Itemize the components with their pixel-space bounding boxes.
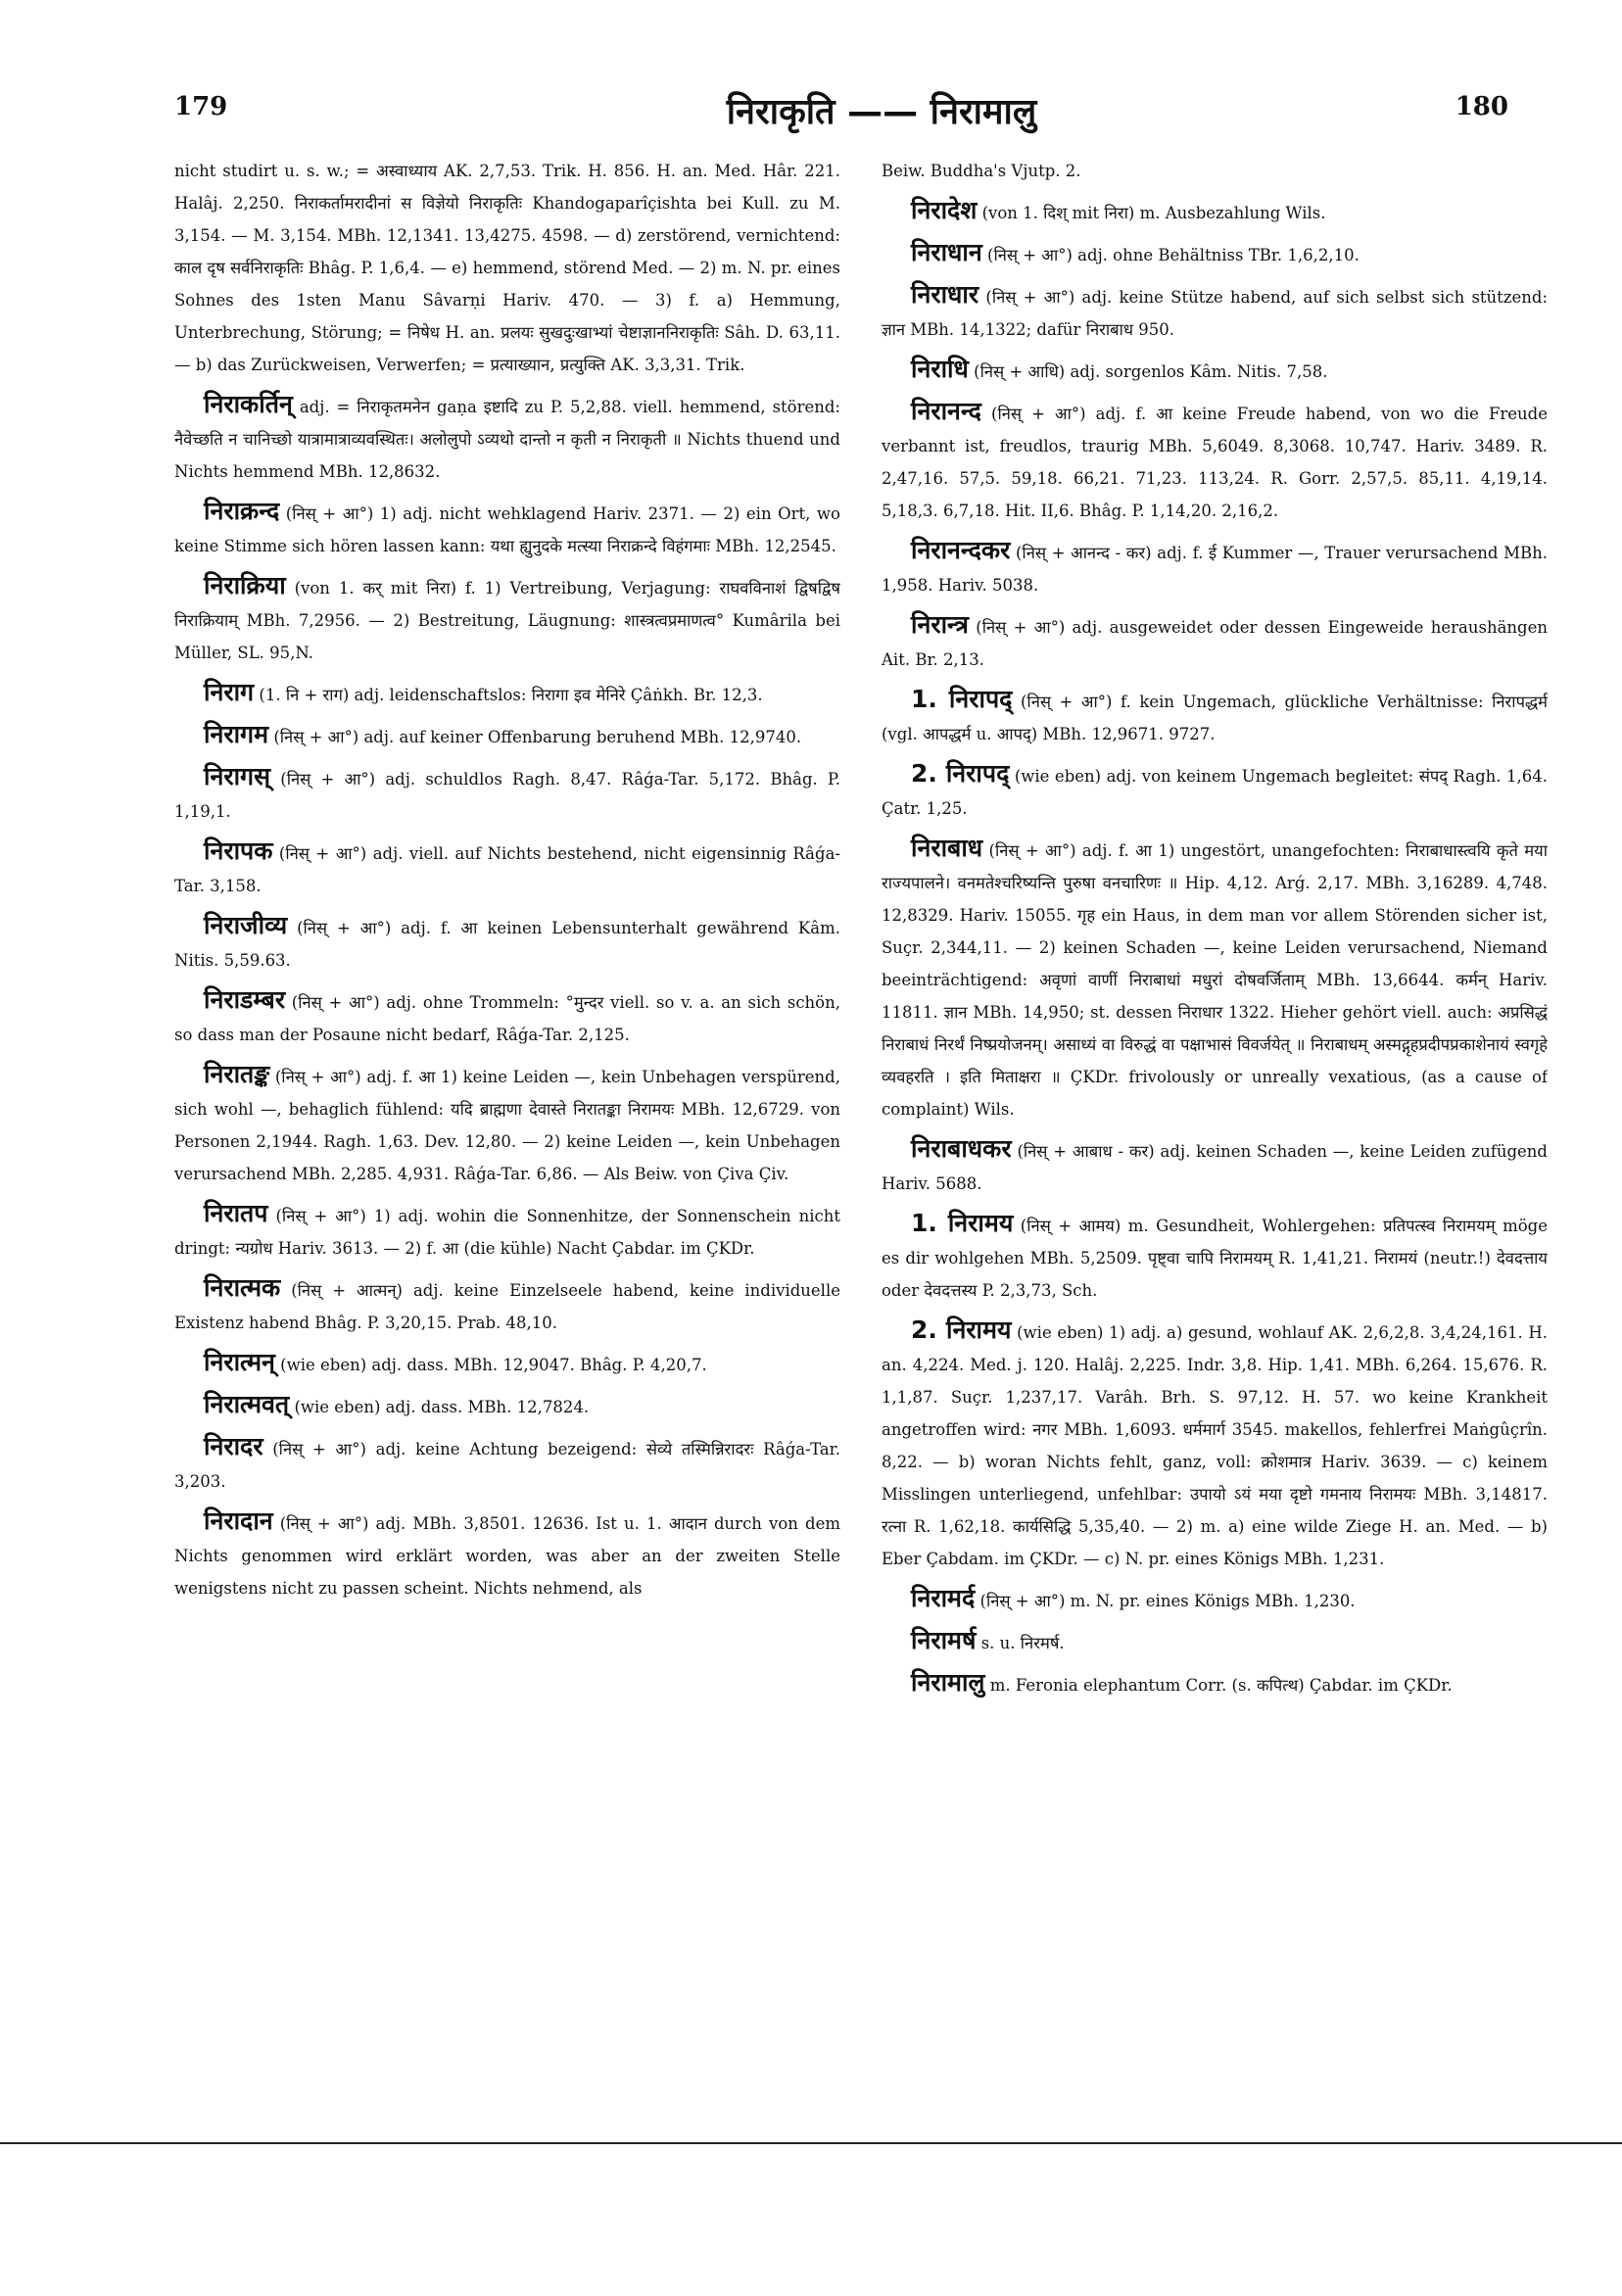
dictionary-entry bbox=[174, 569, 840, 669]
dictionary-entry bbox=[174, 155, 840, 381]
entry-text: (von 1. कर् mit निरा) f. 1) Vertreibung, Verjagung: राघवविनाशं द्विषद्विष निराक्रियाम् MBh. 7,2956. — 2) Bestreitung, Läugnung: शास्त्रत्वप्रमाणत्व° Kumârila bei Müller, SL. 95,N. bbox=[174, 579, 840, 662]
entry-headword: निरातप bbox=[204, 1199, 268, 1227]
entry-text: (निस् + आ°) adj. ohne Trommeln: °मुन्दर viell. so v. a. an sich schön, so dass man der Posaune nicht bedarf, Râǵa-Tar. 2,125. bbox=[174, 993, 840, 1044]
entry-headword: 1. निरापद् bbox=[911, 685, 1013, 713]
entry-headword: निरानन्दकर bbox=[911, 536, 1011, 564]
entry-text: (निस् + आ°) adj. schuldlos Ragh. 8,47. Râǵa-Tar. 5,172. Bhâg. P. 1,19,1. bbox=[174, 770, 840, 821]
entry-text: (निस् + आधि) adj. sorgenlos Kâm. Nitis. 7,58. bbox=[974, 362, 1328, 381]
dictionary-entry bbox=[882, 236, 1548, 271]
entry-headword: निरामर्द bbox=[911, 1584, 976, 1612]
entry-text: (निस् + आ°) adj. auf keiner Offenbarung beruhend MBh. 12,9740. bbox=[273, 728, 802, 746]
entry-headword: निरादेश bbox=[911, 196, 978, 224]
entry-text: (निस् + आबाध - कर) adj. keinen Schaden —, keine Leiden zufügend Hariv. 5688. bbox=[882, 1142, 1548, 1193]
entry-headword: निराबाध bbox=[911, 834, 983, 862]
entry-headword: निरागस् bbox=[204, 762, 271, 790]
dictionary-entry bbox=[174, 495, 840, 562]
dictionary-entry bbox=[174, 388, 840, 488]
entry-text: (निस् + आ°) adj. viell. auf Nichts bestehend, nicht eigensinnig Râǵa-Tar. 3,158. bbox=[174, 844, 840, 895]
entry-headword: निराडम्बर bbox=[204, 985, 286, 1014]
entry-headword: निरामर्ष bbox=[911, 1626, 977, 1654]
left-column bbox=[174, 155, 840, 1947]
entry-headword: निरापक bbox=[204, 837, 273, 865]
page-header bbox=[157, 86, 1528, 145]
entry-text: (निस् + आ°) adj. keine Stütze habend, auf sich selbst sich stützend: ज्ञान MBh. 14,1322; dafür निराबाध 950. bbox=[882, 288, 1548, 339]
entry-headword: निराधार bbox=[911, 280, 979, 309]
entry-headword: निराधि bbox=[911, 355, 969, 383]
entry-text: (निस् + आ°) adj. f. आ keine Freude habend, von wo die Freude verbannt ist, freudlos, traurig MBh. 5,6049. 8,3068. 10,747. Hariv. 3489. R. 2,47,16. 57,5. 59,18. 66,21. 71,23. 113,24. R. Gorr. 2,57,5. 85,11. 4,19,14. 5,18,3. 6,7,18. Hit. II,6. Bhâg. P. 1,14,20. 2,16,2. bbox=[882, 405, 1548, 520]
entry-headword: निराक्रन्द bbox=[204, 497, 280, 525]
entry-headword: निरामालु bbox=[911, 1668, 985, 1697]
dictionary-entry bbox=[174, 1505, 840, 1604]
dictionary-entry bbox=[882, 1207, 1548, 1307]
entry-headword: 2. निरामय bbox=[911, 1315, 1012, 1344]
dictionary-entry bbox=[174, 1058, 840, 1190]
entry-headword: 1. निरामय bbox=[911, 1209, 1014, 1237]
entry-text: (निस् + आनन्द - कर) adj. f. ई Kummer —, Trauer verursachend MBh. 1,958. Hariv. 5038. bbox=[882, 544, 1548, 595]
entry-headword: निरात्मवत् bbox=[204, 1390, 290, 1418]
entry-text: (निस् + आ°) m. N. pr. eines Königs MBh. 1,230. bbox=[979, 1592, 1356, 1610]
dictionary-entry bbox=[882, 353, 1548, 388]
entry-headword: 2. निरापद् bbox=[911, 759, 1010, 788]
dictionary-entry bbox=[174, 1346, 840, 1381]
entry-text: (निस् + आ°) adj. f. आ 1) keine Leiden —, kein Unbehagen verspürend, sich wohl —, behaglich fühlend: यदि ब्राह्मणा देवास्ते निरातङ्का निरामयः MBh. 12,6729. von Personen 2,1944. Ragh. 1,63. Dev. 12,80. — 2) keine Leiden —, kein Unbehagen verursachend MBh. 2,285. 4,931. Râǵa-Tar. 6,86. — Als Beiw. von Çiva Çiv. bbox=[174, 1068, 840, 1183]
dictionary-entry bbox=[882, 278, 1548, 346]
entry-headword: निराबाधकर bbox=[911, 1134, 1012, 1163]
entry-text: (निस् + आ°) f. kein Ungemach, glückliche Verhältnisse: निरापद्धर्म (vgl. आपद्धर्म u. आपद्) MBh. 12,9671. 9727. bbox=[882, 693, 1548, 743]
entry-text: (निस् + आ°) adj. ausgeweidet oder dessen Eingeweide heraushängen Ait. Br. 2,13. bbox=[882, 618, 1548, 669]
dictionary-entry bbox=[882, 194, 1548, 229]
dictionary-entry bbox=[174, 1388, 840, 1423]
right-column bbox=[882, 155, 1548, 1947]
entry-text: (wie eben) adj. dass. MBh. 12,7824. bbox=[294, 1398, 590, 1416]
dictionary-entry bbox=[174, 1430, 840, 1498]
entry-text: (1. नि + राग) adj. leidenschaftslos: निरागा इव मेनिरे Çâṅkh. Br. 12,3. bbox=[259, 686, 763, 704]
entry-headword: निरात्मन् bbox=[204, 1348, 275, 1376]
dictionary-entry bbox=[882, 683, 1548, 750]
entry-text: nicht studirt u. s. w.; = अस्वाध्याय AK. 2,7,53. Trik. H. 856. H. an. Med. Hâr. 221. Halâj. 2,250. निराकर्तामरादीनां स विज्ञेयो निराकृतिः Khandogaparîçishta bei Kull. zu M. 3,154. — M. 3,154. MBh. 12,1341. 13,4275. 4598. — d) zerstörend, vernichtend: काल दृष सर्वनिराकृतिः Bhâg. P. 1,6,4. — e) hemmend, störend Med. — 2) m. N. pr. eines Sohnes des 1sten Manu Sâvarṇi Hariv. 470. — 3) f. a) Hemmung, Unterbrechung, Störung; = निषेध H. an. प्रलयः सुखदुःखाभ्यां चेष्टाज्ञाननिराकृतिः Sâh. D. 63,11. — b) das Zurückweisen, Verwerfen; = प्रत्याख्यान, प्रत्युक्ति AK. 3,3,31. Trik. bbox=[174, 162, 840, 374]
entry-text: m. Feronia elephantum Corr. (s. कपित्थ) Çabdar. im ÇKDr. bbox=[989, 1676, 1453, 1695]
dictionary-entry bbox=[174, 909, 840, 977]
entry-text: (निस् + आ°) adj. MBh. 3,8501. 12636. Ist u. 1. आदान durch von dem Nichts genommen wird erklärt worden, was aber an der zweiten Stelle wenigstens nicht zu passen scheint. Nichts nehmend, als bbox=[174, 1514, 840, 1598]
bottom-rule bbox=[0, 2142, 1622, 2144]
dictionary-entry bbox=[882, 1666, 1548, 1701]
entry-text: (निस् + आ°) adj. ohne Behältniss TBr. 1,6,2,10. bbox=[987, 246, 1360, 264]
entry-headword: निरादर bbox=[204, 1432, 263, 1460]
entry-text: (wie eben) adj. von keinem Ungemach begleitet: संपद् Ragh. 1,64. Çatr. 1,25. bbox=[882, 767, 1548, 818]
entry-text: (wie eben) 1) adj. a) gesund, wohlauf AK. 2,6,2,8. 3,4,24,161. H. an. 4,224. Med. j. 120. Halâj. 2,225. Indr. 3,8. Hip. 1,41. MBh. 6,264. 15,676. R. 1,1,87. Suçr. 1,237,17. Varâh. Brh. S. 97,12. H. 57. wo keine Krankheit angetroffen wird: नगर MBh. 1,6093. धर्ममार्ग 3545. makellos, fehlerfrei Maṅgûçrîn. 8,22. — b) woran Nichts fehlt, ganz, voll: क्रोशमात्र Hariv. 3639. — c) keinem Misslingen unterliegend, unfehlbar: उपायो ऽयं मया दृष्टो गमनाय निरामयः MBh. 3,14817. रत्ना R. 1,62,18. कार्यसिद्धि 5,35,40. — 2) m. a) eine wilde Ziege H. an. Med. — b) Eber Çabdam. im ÇKDr. — c) N. pr. eines Königs MBh. 1,231. bbox=[882, 1323, 1548, 1568]
dictionary-entry bbox=[882, 757, 1548, 825]
entry-headword: निराजीव्य bbox=[204, 911, 288, 939]
dictionary-entry bbox=[882, 1132, 1548, 1200]
dictionary-entry bbox=[174, 983, 840, 1051]
dictionary-entry bbox=[174, 835, 840, 902]
dictionary-entry bbox=[174, 718, 840, 753]
entry-headword: निराधान bbox=[911, 238, 982, 266]
entry-text: (निस् + आ°) adj. keine Achtung bezeigend: सेव्ये तस्मिन्निरादरः Râǵa-Tar. 3,203. bbox=[174, 1440, 840, 1491]
entry-text: (von 1. दिश् mit निरा) m. Ausbezahlung Wils. bbox=[981, 204, 1326, 222]
entry-headword: निराक्रिया bbox=[204, 571, 286, 599]
entry-headword: निराकर्तिन् bbox=[204, 390, 293, 418]
dictionary-entry bbox=[174, 1271, 840, 1339]
dictionary-entry bbox=[882, 1314, 1548, 1575]
entry-headword: निरातङ्क bbox=[204, 1060, 270, 1088]
running-head-title: निराकृति —— निरामालु bbox=[726, 92, 1037, 132]
entry-text: Beiw. Buddha's Vjutp. 2. bbox=[882, 162, 1081, 180]
page-number-left: 179 bbox=[174, 92, 228, 121]
entry-text: (wie eben) adj. dass. MBh. 12,9047. Bhâg. P. 4,20,7. bbox=[280, 1356, 707, 1374]
dictionary-entry bbox=[882, 395, 1548, 527]
dictionary-entry bbox=[174, 1197, 840, 1265]
entry-headword: निरात्मक bbox=[204, 1273, 281, 1302]
entry-text: (निस् + आ°) 1) adj. nicht wehklagend Hariv. 2371. — 2) ein Ort, wo keine Stimme sich hören lassen kann: यथा ह्युनुदके मत्स्या निराक्रन्दे विहंगमाः MBh. 12,2545. bbox=[174, 504, 840, 555]
entry-headword: निरादान bbox=[204, 1507, 273, 1535]
dictionary-entry bbox=[882, 608, 1548, 676]
entry-text: (निस् + आ°) 1) adj. wohin die Sonnenhitze, der Sonnenschein nicht dringt: न्यग्रोध Hariv. 3613. — 2) f. आ (die kühle) Nacht Çabdar. im ÇKDr. bbox=[174, 1207, 840, 1258]
entry-text: (निस् + आत्मन्) adj. keine Einzelseele habend, keine individuelle Existenz habend Bhâg. P. 3,20,15. Prab. 48,10. bbox=[174, 1281, 840, 1332]
entry-headword: निरानन्द bbox=[911, 397, 981, 425]
dictionary-entry bbox=[882, 534, 1548, 601]
page-number-right: 180 bbox=[1455, 92, 1508, 121]
entry-text: s. u. निरमर्ष. bbox=[980, 1634, 1065, 1652]
entry-headword: निरान्त्र bbox=[911, 610, 969, 639]
entry-text: (निस् + आमय) m. Gesundheit, Wohlergehen: प्रतिपत्स्व निरामयम् möge es dir wohlgehen MBh. 5,2509. पृष्ट्वा चापि निरामयम् R. 1,41,21. निरामयं (neutr.!) देवदत्ताय oder देवदत्तस्य P. 2,3,73, Sch. bbox=[882, 1217, 1548, 1300]
entry-text: (निस् + आ°) adj. f. आ keinen Lebensunterhalt gewährend Kâm. Nitis. 5,59.63. bbox=[174, 919, 840, 970]
dictionary-entry bbox=[882, 1582, 1548, 1617]
entry-headword: निरागम bbox=[204, 720, 269, 748]
dictionary-entry bbox=[174, 676, 840, 711]
dictionary-entry bbox=[882, 155, 1548, 187]
entry-text: adj. = निराकृतमनेन gaṇa इष्टादि zu P. 5,2,88. viell. hemmend, störend: नैवेच्छति न चानिच्छो यात्रामात्राव्यवस्थितः। अलोलुपो ऽव्यथो दान्तो न कृती न निराकृती ॥ Nichts thuend und Nichts hemmend MBh. 12,8632. bbox=[174, 398, 840, 481]
entry-headword: निराग bbox=[204, 678, 255, 706]
dictionary-entry bbox=[174, 760, 840, 828]
entry-text: (निस् + आ°) adj. f. आ 1) ungestört, unangefochten: निराबाधास्त्वयि कृते मया राज्यपालने। वनमतेश्चरिष्यन्ति पुरुषा वनचारिणः ॥ Hip. 4,12. Arǵ. 2,17. MBh. 3,16289. 4,748. 12,8329. Hariv. 15055. गृह ein Haus, in dem man vor allem Störenden sicher ist, Suçr. 2,344,11. — 2) keinen Schaden —, keine Leiden verursachend, Niemand beeinträchtigend: अवृणां वाणीं निराबाधां मधुरां दोषवर्जिताम् MBh. 13,6644. कर्मन् Hariv. 11811. ज्ञान MBh. 14,950; st. dessen निराधार 1322. Hieher gehört viell. auch: अप्रसिद्धं निराबाधं निरर्थं निष्प्रयोजनम्। असाध्यं वा विरुद्धं वा पक्षाभासं विवर्जयेत् ॥ निराबाधम् अस्मद्गृहप्रदीपप्रकाशेनायं स्वगृहे व्यवहरति । इति मिताक्षरा ॥ ÇKDr. frivolously or unreally vexatious, (as a cause of complaint) Wils. bbox=[882, 841, 1548, 1119]
dictionary-entry bbox=[882, 1624, 1548, 1659]
dictionary-entry bbox=[882, 832, 1548, 1125]
